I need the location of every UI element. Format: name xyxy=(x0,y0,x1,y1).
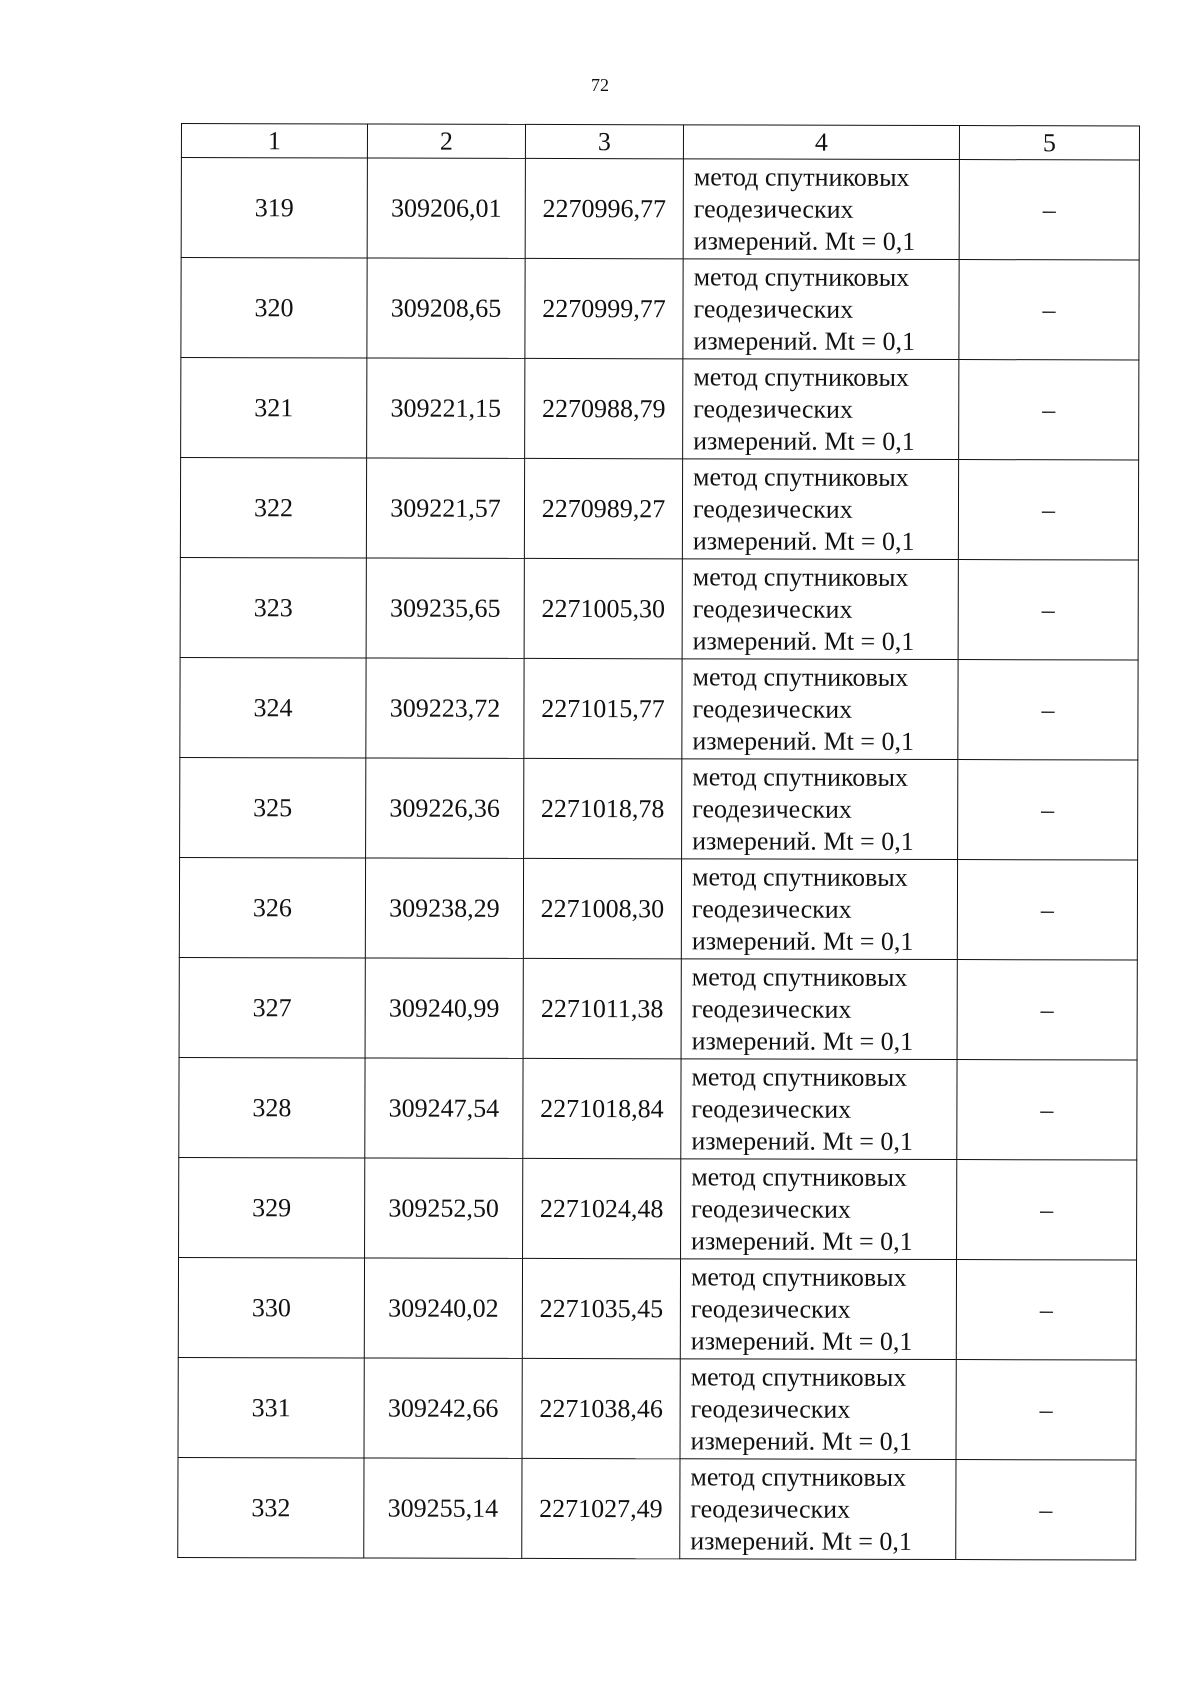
method-line: метод спутниковых xyxy=(691,861,908,892)
method-line: метод спутниковых xyxy=(691,1161,907,1192)
table-header-row xyxy=(181,124,1139,161)
method-cell xyxy=(681,959,957,1060)
x-coordinate-cell: 309247,54 xyxy=(365,1058,523,1158)
method-line: геодезических xyxy=(692,693,853,724)
method-cell xyxy=(683,159,959,260)
method-line: измерений. Mt = 0,1 xyxy=(693,225,916,256)
header-col-5: 5 xyxy=(959,126,1139,160)
table-row xyxy=(178,1257,1136,1360)
method-cell xyxy=(682,559,958,660)
note-cell: – xyxy=(957,1060,1137,1160)
header-col-3: 3 xyxy=(525,124,683,158)
method-line: геодезических xyxy=(691,993,852,1024)
note-cell: – xyxy=(957,960,1137,1060)
point-number-cell: 324 xyxy=(180,657,366,757)
x-coordinate-cell: 309226,36 xyxy=(366,758,524,858)
method-line: метод спутниковых xyxy=(692,661,909,692)
method-cell xyxy=(682,459,958,560)
method-line: геодезических xyxy=(691,893,852,924)
y-coordinate-cell: 2270999,77 xyxy=(525,258,683,358)
method-line: измерений. Mt = 0,1 xyxy=(691,1025,914,1056)
method-line: геодезических xyxy=(692,593,853,624)
method-line: измерений. Mt = 0,1 xyxy=(693,325,916,356)
y-coordinate-cell: 2271035,45 xyxy=(522,1258,680,1358)
x-coordinate-cell: 309240,02 xyxy=(364,1258,522,1358)
point-number-cell: 325 xyxy=(180,757,366,857)
table-row xyxy=(178,1357,1136,1460)
method-line: метод спутниковых xyxy=(690,1261,907,1292)
y-coordinate-cell: 2271038,46 xyxy=(522,1358,680,1458)
method-line: измерений. Mt = 0,1 xyxy=(691,1225,913,1256)
y-coordinate-cell: 2271018,78 xyxy=(524,758,682,858)
point-number-cell: 320 xyxy=(181,258,367,358)
method-line: измерений. Mt = 0,1 xyxy=(692,625,915,656)
method-line: метод спутниковых xyxy=(693,161,910,192)
y-coordinate-cell: 2271005,30 xyxy=(524,558,682,658)
method-line: измерений. Mt = 0,1 xyxy=(690,1325,913,1356)
method-line: измерений. Mt = 0,1 xyxy=(690,1425,913,1456)
method-line: геодезических xyxy=(693,393,854,424)
y-coordinate-cell: 2270996,77 xyxy=(525,158,683,258)
method-line: измерений. Mt = 0,1 xyxy=(691,1125,913,1156)
method-line: измерений. Mt = 0,1 xyxy=(692,825,914,856)
x-coordinate-cell: 309235,65 xyxy=(366,558,524,658)
point-number-cell: 323 xyxy=(180,557,366,657)
method-line: геодезических xyxy=(690,1293,851,1324)
table-row xyxy=(181,358,1139,461)
y-coordinate-cell: 2271024,48 xyxy=(523,1158,681,1258)
x-coordinate-cell: 309242,66 xyxy=(364,1358,522,1458)
point-number-cell: 329 xyxy=(179,1157,365,1257)
method-line: метод спутниковых xyxy=(690,1361,907,1392)
table-row xyxy=(179,1157,1137,1260)
method-line: метод спутниковых xyxy=(693,261,910,292)
note-cell: – xyxy=(959,160,1139,260)
point-number-cell: 326 xyxy=(179,857,365,957)
method-line: измерений. Mt = 0,1 xyxy=(692,725,915,756)
point-number-cell: 332 xyxy=(178,1457,364,1557)
table-body xyxy=(178,158,1140,1561)
note-cell: – xyxy=(957,860,1137,960)
note-cell: – xyxy=(956,1260,1136,1360)
x-coordinate-cell: 309208,65 xyxy=(367,258,525,358)
table-row xyxy=(180,557,1138,660)
table-row xyxy=(178,1457,1136,1560)
note-cell: – xyxy=(958,460,1138,560)
table-row xyxy=(179,957,1137,1060)
x-coordinate-cell: 309240,99 xyxy=(365,958,523,1058)
point-number-cell: 328 xyxy=(179,1057,365,1157)
method-cell xyxy=(682,759,958,860)
method-line: метод спутниковых xyxy=(691,961,908,992)
method-line: метод спутниковых xyxy=(693,361,910,392)
method-line: геодезических xyxy=(691,1193,851,1224)
note-cell: – xyxy=(959,260,1139,360)
method-line: геодезических xyxy=(691,1093,852,1124)
note-cell: – xyxy=(957,1160,1137,1260)
method-cell xyxy=(683,359,959,460)
header-col-1: 1 xyxy=(181,124,367,158)
point-number-cell: 330 xyxy=(178,1257,364,1357)
note-cell: – xyxy=(958,660,1138,760)
x-coordinate-cell: 309252,50 xyxy=(365,1158,523,1258)
table-row xyxy=(180,757,1138,860)
method-cell xyxy=(681,1159,957,1260)
x-coordinate-cell: 309223,72 xyxy=(366,658,524,758)
x-coordinate-cell: 309221,57 xyxy=(366,458,524,558)
x-coordinate-cell: 309255,14 xyxy=(364,1458,522,1558)
table-row xyxy=(181,158,1139,261)
method-line: метод спутниковых xyxy=(692,561,909,592)
note-cell: – xyxy=(956,1360,1136,1460)
header-col-2: 2 xyxy=(367,124,525,158)
note-cell: – xyxy=(956,1460,1136,1560)
y-coordinate-cell: 2270989,27 xyxy=(524,458,682,558)
point-number-cell: 322 xyxy=(180,458,366,558)
note-cell: – xyxy=(958,760,1138,860)
coordinates-table xyxy=(177,123,1140,1561)
method-line: метод спутниковых xyxy=(692,761,909,792)
method-line: геодезических xyxy=(690,1393,851,1424)
y-coordinate-cell: 2271008,30 xyxy=(523,858,681,958)
table-row xyxy=(181,258,1139,361)
method-line: измерений. Mt = 0,1 xyxy=(693,425,915,456)
point-number-cell: 327 xyxy=(179,957,365,1057)
table-row xyxy=(179,857,1137,960)
method-line: геодезических xyxy=(690,1493,851,1524)
method-cell xyxy=(683,259,959,360)
method-cell xyxy=(680,1359,956,1460)
method-line: геодезических xyxy=(692,793,852,824)
method-line: геодезических xyxy=(692,493,853,524)
y-coordinate-cell: 2271018,84 xyxy=(523,1058,681,1158)
method-cell xyxy=(682,659,958,760)
method-line: метод спутниковых xyxy=(690,1461,907,1492)
point-number-cell: 331 xyxy=(178,1357,364,1457)
method-line: измерений. Mt = 0,1 xyxy=(690,1525,912,1556)
method-line: геодезических xyxy=(693,293,854,324)
method-line: метод спутниковых xyxy=(691,1061,908,1092)
table-row xyxy=(179,1057,1137,1160)
y-coordinate-cell: 2271027,49 xyxy=(522,1458,680,1558)
note-cell: – xyxy=(958,560,1138,660)
y-coordinate-cell: 2271015,77 xyxy=(524,658,682,758)
table-row xyxy=(180,458,1138,561)
point-number-cell: 319 xyxy=(181,158,367,258)
x-coordinate-cell: 309206,01 xyxy=(367,158,525,258)
y-coordinate-cell: 2270988,79 xyxy=(525,358,683,458)
method-cell xyxy=(681,1059,957,1160)
method-cell xyxy=(680,1459,956,1560)
method-cell xyxy=(681,859,957,960)
method-cell xyxy=(680,1259,956,1360)
x-coordinate-cell: 309238,29 xyxy=(365,858,523,958)
page-number: 72 xyxy=(591,75,609,95)
table-row xyxy=(180,657,1138,760)
note-cell: – xyxy=(959,360,1139,460)
method-line: измерений. Mt = 0,1 xyxy=(692,525,915,556)
x-coordinate-cell: 309221,15 xyxy=(367,358,525,458)
method-line: геодезических xyxy=(693,193,854,224)
method-line: измерений. Mt = 0,1 xyxy=(691,925,914,956)
header-col-4: 4 xyxy=(683,125,959,160)
y-coordinate-cell: 2271011,38 xyxy=(523,958,681,1058)
method-line: метод спутниковых xyxy=(693,461,909,492)
point-number-cell: 321 xyxy=(181,358,367,458)
